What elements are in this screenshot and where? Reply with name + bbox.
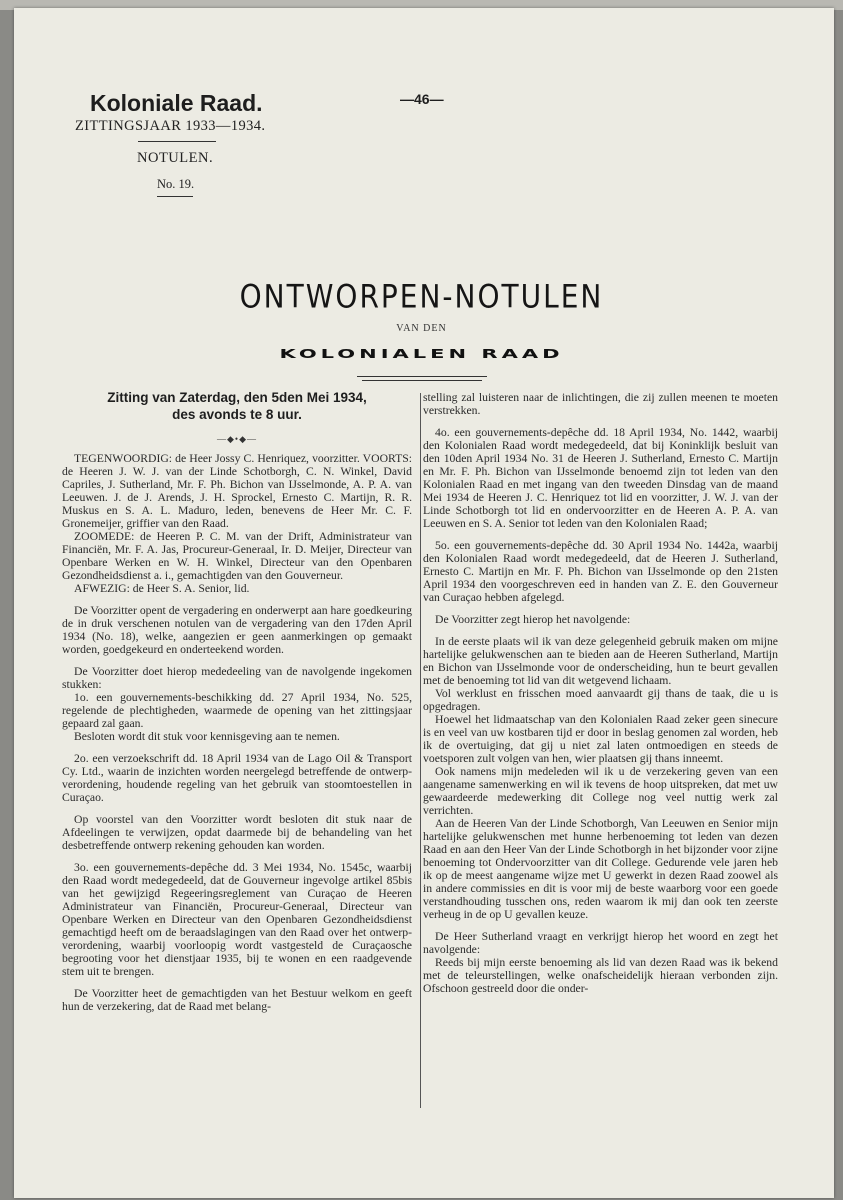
paragraph-sutherland: De Heer Sutherland vraagt en verkrijgt hierop het woord en zegt het navolgende:	[423, 930, 778, 956]
paragraph-chair-says: De Voorzitter zegt hierop het navolgende:	[435, 613, 631, 626]
session-year: ZITTINGSJAAR 1933—1934.	[75, 118, 266, 134]
paragraph-speech-2: Vol werklust en frisschen moed aanvaardt gij thans de taak, die u is opgedragen.	[423, 687, 778, 713]
session-heading: Zitting van Zaterdag, den 5den Mei 1934,	[107, 390, 367, 405]
session-time: des avonds te 8 uur.	[172, 407, 302, 422]
decorative-title: KOLONIALEN RAAD	[279, 346, 564, 362]
paragraph-speech-4: Ook namens mijn medeleden wil ik u de verzekering geven van een aangename samenwerking en wil ik tevens de hoop uitspreken, dat met uw gewaardeerde medewerking dit College nog veel nuttig werk zal verrichten.	[423, 765, 778, 817]
paragraph-continued: stelling zal luisteren naar de inlichtingen, die zij zullen meenen te moeten verstrekken.	[423, 391, 778, 417]
paragraph-opening: De Voorzitter opent de vergadering en onderwerpt aan hare goedkeuring de in druk verschenen notulen van de vergadering van den 17den April 1934 (No. 18), welke, aangezien er geen aanmerkingen op gemaakt worden, goedgekeurd en onderteekend worden.	[62, 604, 412, 656]
paragraph-item-4: 4o. een gouvernements-depêche dd. 18 April 1934, No. 1442, waarbij den Kolonialen Raad wordt medegedeeld, dat bij Koninklijk besluit van den 10den April 1934 No. 31 de Heeren J. Sutherland, Ernesto C. Martijn en Mr. F. Ph. Bichon van IJsselmonde benoemd zijn tot leden van den Kolonialen Raad en met ingang van den tweeden Dinsdag van de maand Mei 1934 de Heeren J. C. Henriquez tot lid en voorzitter, J. W. J. van der Linde Schotborgh tot lid en ondervoorzitter en de Heeren A. P. A. van Leeuwen en S. A. Senior tot leden van den Kolonialen Raad;	[423, 426, 778, 530]
paragraph-speech-1: In de eerste plaats wil ik van deze gelegenheid gebruik maken om mijne hartelijke gelukwenschen aan te bieden aan de Heeren Sutherland, Martijn en Bichon van IJsselmonde voor de onderscheiding, hun te beurt gevallen met de benoeming tot lid van dit wetgevend lichaam.	[423, 635, 778, 687]
council-title: Koloniale Raad.	[90, 90, 263, 116]
left-column	[62, 389, 412, 1013]
paragraph-also-present: ZOOMEDE: de Heeren P. C. M. van der Drift, Administrateur van Financiën, Mr. F. A. Jas, Procureur-Generaal, Ir. D. Meijer, Directeur van Openbare Werken en W. H. Winkel, Directeur van den Openbaren Gezondheidsdienst a. i., gemachtigden van den Gouverneur.	[62, 530, 412, 582]
right-column	[423, 391, 778, 995]
paragraph-welcome: De Voorzitter heet de gemachtigden van het Bestuur welkom en geeft hun de verzekering, dat de Raad met belang-	[62, 987, 412, 1013]
paragraph-present: TEGENWOORDIG: de Heer Jossy C. Henriquez, voorzitter. VOORTS: de Heeren J. W. J. van der Linde Schotborgh, C. N. Winkel, David Capriles, J. Sutherland, Mr. F. Ph. Bichon van IJsselmonde, A. P. A. van Leeuwen. J. de J. Arends, J. H. Sprockel, Ernesto C. Martijn, R. R. Muskus en S. A. L. Maduro, leden, benevens de Heer Mr. C. F. Gronemeijer, griffier van den Raad.	[62, 452, 412, 530]
number-rule	[157, 196, 193, 197]
paragraph-item-5: 5o. een gouvernements-depêche dd. 30 April 1934 No. 1442a, waarbij den Kolonialen Raad wordt medegedeeld, dat de Heeren J. Sutherland, Ernesto C. Martijn en Mr. F. Ph. Bichon van IJsselmonde op den 21sten April 1934 den voorgeschreven eed in handen van Z. E. den Gouverneur van Curaçao hebben afgelegd.	[423, 539, 778, 604]
paragraph-speech-5: Aan de Heeren Van der Linde Schotborgh, Van Leeuwen en Senior mijn hartelijke gelukwenschen met hunne herbenoeming tot leden van dezen Raad en aan den Heer Van der Linde Schotborgh in het bijzonder voor zijne benoeming tot Ondervoorzitter van dit College. Gedurende vele jaren heb ik op de meest aangename wijze met U gewerkt in dezen Raad zoowel als in andere commissies en dit is voor mij de beste waarborg voor een goede verstandhouding tusschen ons, reden waarom ik mij dan ook ten zeerste verheug in de op U gevallen keuze.	[423, 817, 778, 921]
section-label: NOTULEN.	[137, 150, 214, 166]
paragraph-incoming: De Voorzitter doet hierop mededeeling van de navolgende ingekomen stukken:	[62, 665, 412, 691]
paragraph-sutherland-speech: Reeds bij mijn eerste benoeming als lid van dezen Raad was ik bekend met de teleurstellingen, welke onafscheidelijk hieraan verbonden zijn. Ofschoon gestreeld door die onder-	[423, 956, 778, 995]
title-sub: VAN DEN	[396, 323, 447, 334]
paragraph-absent: AFWEZIG: de Heer S. A. Senior, lid.	[74, 582, 250, 595]
title-rule-2	[362, 380, 482, 381]
column-divider	[420, 393, 421, 1108]
paragraph-item-1: 1o. een gouvernements-beschikking dd. 27 April 1934, No. 525, regelende de plechtigheden, waarmede de opening van het zittingsjaar gepaard zal gaan.	[62, 691, 412, 730]
paragraph-speech-3: Hoewel het lidmaatschap van den Kolonialen Raad zeker geen sinecure is en veel van uw kostbaren tijd er door in beslag genomen zal worden, heb ik de overtuiging, dat gij u niet zal laten ontmoedigen en steeds de voetsporen zult volgen van hen, wier plaatsen gij thans inneemt.	[423, 713, 778, 765]
header-rule	[138, 141, 216, 142]
paragraph-item-2: 2o. een verzoekschrift dd. 18 April 1934 van de Lago Oil & Transport Cy. Ltd., waarin de inzichten worden neergelegd betreffende de ontwerp-verordening, houdende regeling van het gebruik van stoomtoestellen in Curaçao.	[62, 752, 412, 804]
issue-number: No. 19.	[157, 177, 195, 191]
page-number: —46—	[400, 91, 444, 107]
paragraph-decision-2: Op voorstel van den Voorzitter wordt besloten dit stuk naar de Afdeelingen te verwijzen, opdat daarmede bij de behandeling van het desbetreffende ontwerp rekening gehouden kan worden.	[62, 813, 412, 852]
ornament: —◆•◆—	[217, 434, 257, 444]
paragraph-item-3: 3o. een gouvernements-depêche dd. 3 Mei 1934, No. 1545c, waarbij den Raad wordt medegedeeld, dat de Gouverneur ingevolge artikel 85bis van het gewijzigd Regeeringsreglement van Curaçao de Heeren Administrateur van Financiën, Procureur-Generaal, Directeur van Openbare Werken en Directeur van den Openbaren Gezondheidsdienst gemachtigd heeft om de beraadslagingen van den Raad over het ontwerp-verordening, waarbij voorloopig wordt vastgesteld de Curaçaosche begrooting voor het dienstjaar 1935, bij te wonen en een raadgevende stem uit te brengen.	[62, 861, 412, 978]
title-rule-1	[357, 376, 487, 377]
document-title: ONTWORPEN-NOTULEN	[239, 277, 604, 316]
paragraph-decision-1: Besloten wordt dit stuk voor kennisgeving aan te nemen.	[74, 730, 340, 743]
